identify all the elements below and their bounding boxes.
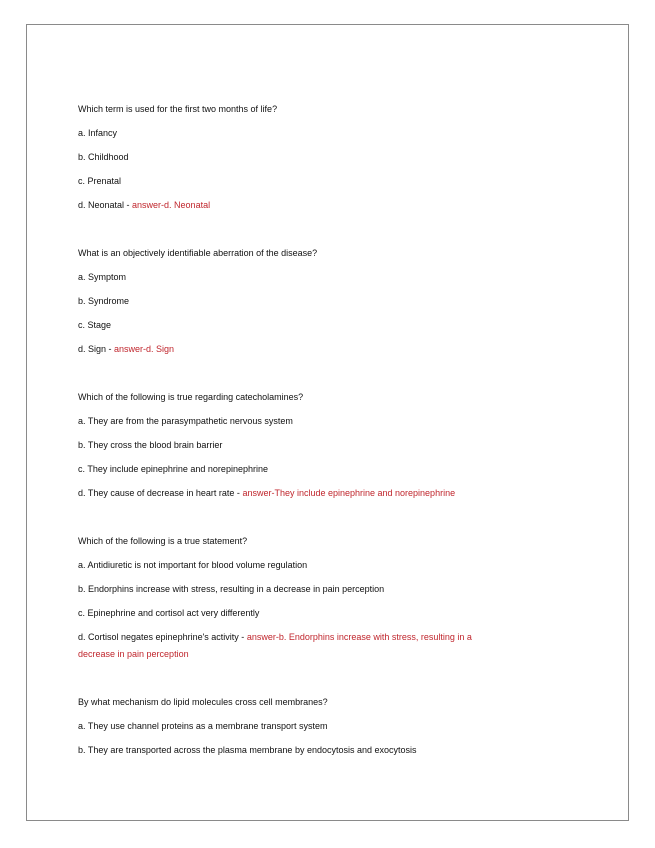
q1-option-d bbox=[78, 200, 210, 211]
question-4: Which of the following is a true statement? bbox=[78, 536, 248, 546]
q4-option-c: c. Epinephrine and cortisol act very differently bbox=[78, 608, 260, 618]
q4-option-b: b. Endorphins increase with stress, resulting in a decrease in pain perception bbox=[78, 584, 385, 594]
document-page bbox=[26, 24, 629, 821]
q1-answer: answer-d. Neonatal bbox=[132, 200, 211, 210]
q3-option-a: a. They are from the parasympathetic nervous system bbox=[78, 416, 293, 426]
q3-option-d-text: d. They cause of decrease in heart rate - bbox=[78, 488, 243, 498]
q3-answer: answer-They include epinephrine and norepinephrine bbox=[242, 488, 456, 498]
q4-option-d bbox=[78, 632, 472, 643]
question-3: Which of the following is true regarding catecholamines? bbox=[78, 392, 304, 402]
q3-option-c: c. They include epinephrine and norepinephrine bbox=[78, 464, 268, 474]
question-1: Which term is used for the first two months of life? bbox=[78, 104, 278, 114]
q4-answer: answer-b. Endorphins increase with stress, resulting in a bbox=[246, 632, 472, 642]
question-2: What is an objectively identifiable aberration of the disease? bbox=[78, 248, 318, 258]
q2-option-c: c. Stage bbox=[78, 320, 112, 330]
q1-option-c: c. Prenatal bbox=[78, 176, 122, 186]
q3-option-d bbox=[78, 488, 455, 499]
q4-option-a: a. Antidiuretic is not important for blood volume regulation bbox=[78, 560, 308, 570]
question-5: By what mechanism do lipid molecules cross cell membranes? bbox=[78, 697, 328, 707]
q2-option-a: a. Symptom bbox=[78, 272, 127, 282]
q2-option-d bbox=[78, 344, 174, 355]
q4-option-d-text: d. Cortisol negates epinephrine's activity - bbox=[78, 632, 247, 642]
q1-option-b: b. Childhood bbox=[78, 152, 129, 162]
q3-option-b: b. They cross the blood brain barrier bbox=[78, 440, 223, 450]
q5-option-b: b. They are transported across the plasma membrane by endocytosis and exocytosis bbox=[78, 745, 417, 755]
q4-answer-continued: decrease in pain perception bbox=[78, 649, 189, 659]
q2-option-b: b. Syndrome bbox=[78, 296, 130, 306]
q1-option-a: a. Infancy bbox=[78, 128, 118, 138]
q2-option-d-text: d. Sign - bbox=[78, 344, 115, 354]
q1-option-d-text: d. Neonatal - bbox=[78, 200, 133, 210]
q5-option-a: a. They use channel proteins as a membrane transport system bbox=[78, 721, 328, 731]
q2-answer: answer-d. Sign bbox=[114, 344, 175, 354]
